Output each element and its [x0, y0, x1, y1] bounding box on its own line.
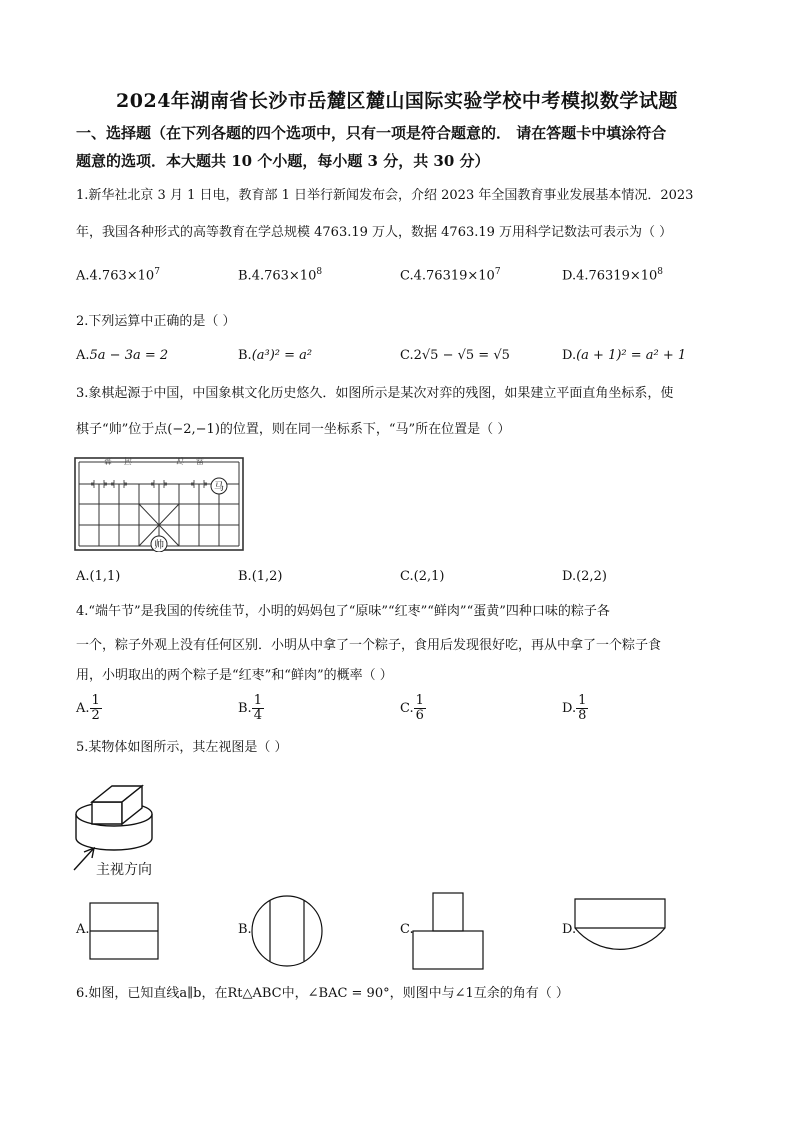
q5-option-d-figure[interactable]	[574, 898, 666, 960]
piece-shuai: 帅	[154, 540, 164, 551]
q2-option-c[interactable]: C.2√5 − √5 = √5	[400, 348, 510, 363]
board-label-jie: 界	[196, 456, 204, 465]
view-direction-label: 主视方向	[96, 862, 152, 878]
q4-option-a[interactable]: A. $\frac{1}{2}$	[76, 693, 100, 723]
q2-stem: 2.下列运算中正确的是（ ）	[76, 314, 236, 329]
q3-stem-line-2: 棋子“帅”位于点(−2,−1)的位置，则在同一坐标系下，“马”所在位置是（ ）	[76, 422, 511, 437]
q4-stem-line-3: 用，小明取出的两个粽子是“红枣”和“鲜肉”的概率（ ）	[76, 668, 393, 683]
q4-option-c[interactable]: C. $\frac{1}{6}$	[400, 693, 424, 723]
q2-option-d[interactable]: D.(a + 1)² = a² + 1	[562, 348, 687, 363]
q1-option-b[interactable]: $B.4.763\times 10^8$	[238, 267, 323, 284]
q4-stem-line-2: 一个，粽子外观上没有任何区别．小明从中拿了一个粽子，食用后发现很好吃，再从中拿了一个粽子食	[76, 638, 662, 653]
q3-option-b[interactable]: B.(1,2)	[238, 569, 283, 584]
board-label-he: 河	[124, 456, 132, 465]
q4-option-d[interactable]: D. $\frac{1}{8}$	[562, 693, 587, 723]
q1-option-a[interactable]: $A.4.763\times 10^7$	[76, 267, 160, 284]
q2-option-b[interactable]: B.(a³)² = a²	[238, 348, 313, 363]
q5-stem: 5.某物体如图所示，其左视图是（ ）	[76, 740, 288, 755]
q5-option-b-figure[interactable]	[250, 894, 324, 968]
q4-stem-line-1: 4.“端午节”是我国的传统佳节，小明的妈妈包了“原味”“红枣”“鲜肉”“蛋黄”四种口味的粽子各	[76, 604, 610, 619]
q3-stem-line-1: 3.象棋起源于中国，中国象棋文化历史悠久．如图所示是某次对弈的残图，如果建立平面直角坐标系，使	[76, 386, 674, 401]
q5-option-c-label[interactable]: C.	[400, 922, 414, 937]
q1-stem-line-1: 1.新华社北京 3 月 1 日电，教育部 1 日举行新闻发布会，介绍 2023 年全国教育事业发展基本情况．2023	[76, 188, 694, 203]
section-heading-line-2: 题意的选项．本大题共 10 个小题，每小题 3 分，共 30 分）	[76, 152, 490, 170]
q3-option-c[interactable]: C.(2,1)	[400, 569, 445, 584]
q5-option-a-figure[interactable]	[89, 902, 159, 960]
q5-option-a-label[interactable]: A.	[76, 922, 90, 937]
piece-ma: 马	[214, 482, 224, 493]
board-label-han: 汉	[176, 456, 184, 465]
q4-option-b[interactable]: B. $\frac{1}{4}$	[238, 693, 262, 723]
q6-stem: 6.如图，已知直线a∥b，在Rt△ABC中，∠BAC = 90°，则图中与∠1互余的角有（ ）	[76, 986, 569, 1001]
q1-stem-line-2: 年，我国各种形式的高等教育在学总规模 4763.19 万人，数据 4763.19 万用科学记数法可表示为（ ）	[76, 225, 673, 240]
page-title: 2024年湖南省长沙市岳麓区麓山国际实验学校中考模拟数学试题	[116, 90, 678, 112]
q1-option-d[interactable]: $D.4.76319\times 10^8$	[562, 267, 664, 284]
q2-option-a[interactable]: A.5a − 3a = 2	[76, 348, 169, 363]
q3-option-d[interactable]: D.(2,2)	[562, 569, 607, 584]
q1-option-c[interactable]: $C.4.76319\times 10^7$	[400, 267, 501, 284]
q5-option-d-label[interactable]: D.	[562, 922, 577, 937]
q5-option-b-label[interactable]: B.	[238, 922, 252, 937]
q3-option-a[interactable]: A.(1,1)	[76, 569, 121, 584]
q5-option-c-figure[interactable]	[412, 892, 484, 970]
section-heading-line-1: 一、选择题（在下列各题的四个选项中，只有一项是符合题意的． 请在答题卡中填涂符合	[76, 124, 667, 142]
board-label-chu: 楚	[104, 456, 112, 465]
chessboard-figure	[74, 452, 244, 552]
